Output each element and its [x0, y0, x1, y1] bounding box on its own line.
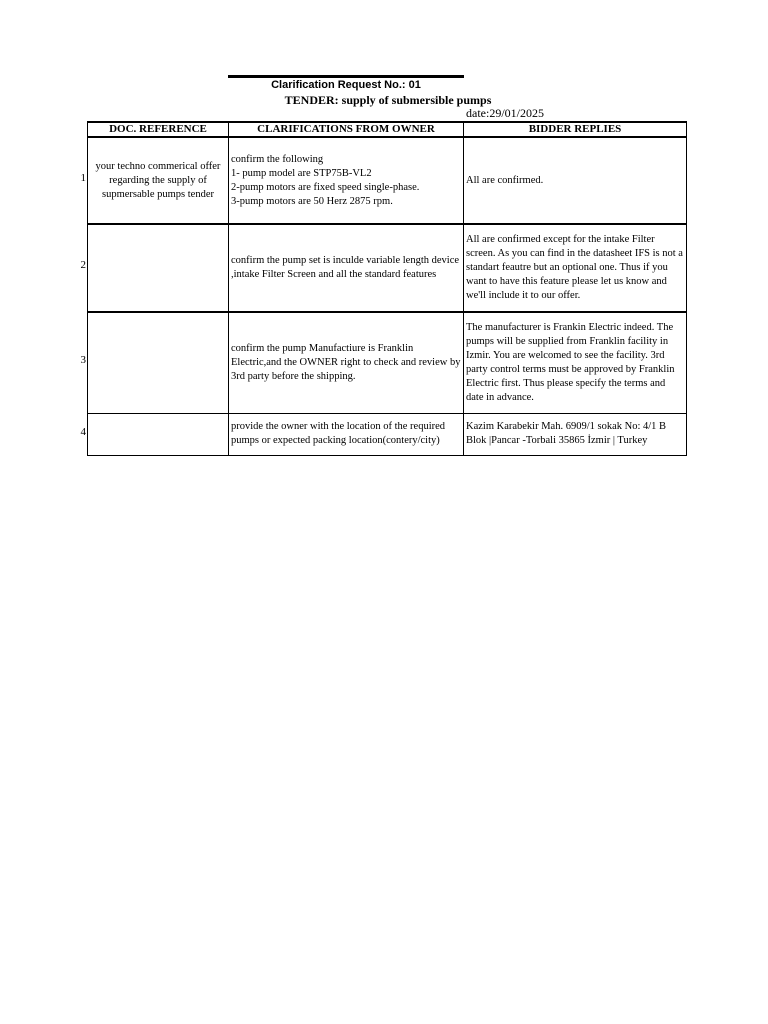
- row-number-2: 2: [80, 259, 86, 271]
- table-row: [88, 312, 687, 413]
- reply-cell: The manufacturer is Frankin Electric indeed. The pumps will be supplied from Franklin facility in Izmir. You are welcomed to see the facility. 3rd party control terms must be approved by Franklin Electric first. Thus please specify the terms and date in advance.: [464, 312, 687, 413]
- tender-title: TENDER: supply of submersible pumps: [284, 93, 492, 107]
- clarification-cell: confirm the following 1- pump model are STP75B-VL2 2-pump motors are fixed speed single-phase. 3-pump motors are 50 Herz 2875 rpm.: [229, 137, 464, 224]
- clarification-cell: confirm the pump set is inculde variable length device ,intake Filter Screen and all the standard features: [229, 224, 464, 312]
- table-row: [88, 224, 687, 312]
- row-number-4: 4: [80, 426, 86, 438]
- doc-reference-cell: [88, 224, 229, 312]
- table-row: [88, 137, 687, 224]
- header-rule: [228, 75, 464, 78]
- table-row: [88, 413, 687, 455]
- table-header-row: [88, 122, 687, 137]
- doc-reference-cell: your techno commerical offer regarding the supply of supmersable pumps tender: [88, 137, 229, 224]
- column-header-clarifications: CLARIFICATIONS FROM OWNER: [229, 122, 464, 137]
- request-title: Clarification Request No.: 01: [271, 79, 421, 91]
- row-number-3: 3: [80, 354, 86, 366]
- column-header-doc-reference: DOC. REFERENCE: [88, 122, 229, 137]
- clarification-cell: provide the owner with the location of the required pumps or expected packing location(contery/city): [229, 413, 464, 455]
- clarification-cell: confirm the pump Manufactiure is Franklin Electric,and the OWNER right to check and review by 3rd party before the shipping.: [229, 312, 464, 413]
- reply-cell: All are confirmed except for the intake Filter screen. As you can find in the datasheet IFS is not a standart feautre but an optional one. Thus if you want to have this feature please let us know and we'll include it to our offer.: [464, 224, 687, 312]
- doc-reference-cell: [88, 312, 229, 413]
- request-date: date:29/01/2025: [466, 106, 544, 120]
- reply-cell: All are confirmed.: [464, 137, 687, 224]
- doc-reference-cell: [88, 413, 229, 455]
- row-number-1: 1: [80, 172, 86, 184]
- reply-cell: Kazim Karabekir Mah. 6909/1 sokak No: 4/1 B Blok |Pancar -Torbali 35865 İzmir | Turkey: [464, 413, 687, 455]
- clarification-table: [87, 121, 687, 456]
- column-header-bidder-replies: BIDDER REPLIES: [464, 122, 687, 137]
